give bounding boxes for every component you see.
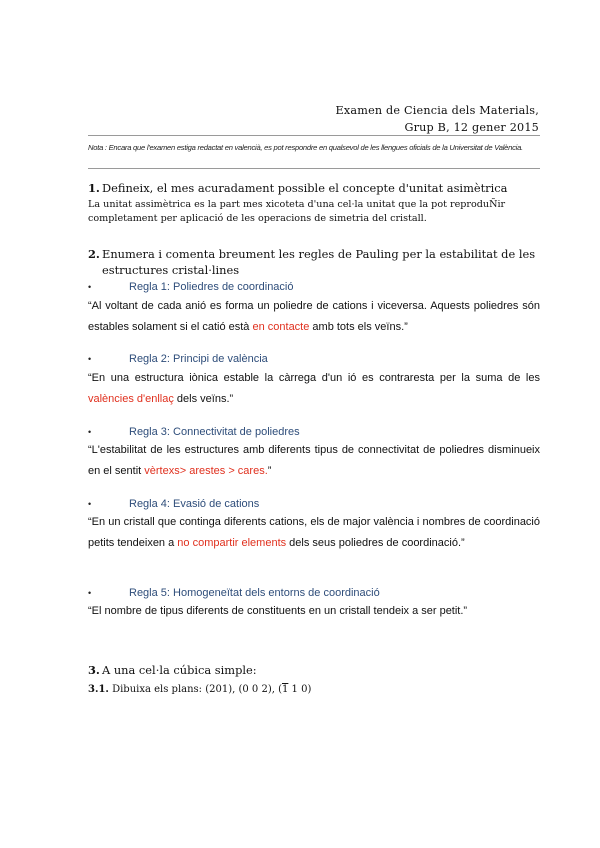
rule-1-title: Regla 1: Poliedres de coordinació bbox=[129, 281, 294, 293]
rule-3-quote-b: ” bbox=[267, 464, 272, 477]
rule-5-quote: “El nombre de tipus diferents de constituents en un cristall tendeix a ser petit.” bbox=[88, 605, 468, 617]
rule-3-heading bbox=[88, 425, 300, 439]
rule-4-quote-b: dels seus poliedres de coordinació.” bbox=[286, 536, 465, 549]
rule-2-heading bbox=[88, 352, 268, 366]
rule-3-title: Regla 3: Connectivitat de poliedres bbox=[129, 426, 300, 438]
question-1 bbox=[88, 180, 507, 196]
rule-4-quote-a: “En un cristall que continga diferents cations, els de major valència i nombres de coordinació petits tendeixen a bbox=[88, 516, 540, 549]
question-2-text-line1: Enumera i comenta breument les regles de Pauling per la estabilitat de les bbox=[102, 247, 536, 261]
exam-header bbox=[336, 102, 539, 136]
divider-bottom bbox=[88, 168, 540, 169]
rule-1-quote-a: “Al voltant de cada anió es forma un poliedre de cations i viceversa. Aquests poliedres són estables solament si el catió està bbox=[88, 300, 540, 333]
rule-4-title: Regla 4: Evasió de cations bbox=[129, 498, 260, 510]
rule-2-text bbox=[88, 368, 540, 409]
question-3-text: A una cel·la cúbica simple: bbox=[102, 663, 257, 677]
subquestion-3-1-number: 3.1. bbox=[88, 684, 109, 695]
question-3-number: 3. bbox=[88, 663, 100, 677]
rule-2-highlight: valències d'enllaç bbox=[88, 392, 174, 405]
rule-2-quote-b: dels veïns.” bbox=[173, 392, 234, 405]
rule-2-quote-a: “En una estructura iònica estable la càrrega d'un ió es contraresta per la suma de les bbox=[88, 372, 540, 384]
exam-group-date: Grup B, 12 gener 2015 bbox=[404, 121, 539, 134]
question-1-text: Defineix, el mes acuradament possible el concepte d'unitat asimètrica bbox=[102, 181, 508, 195]
question-3 bbox=[88, 662, 257, 678]
bullet: • bbox=[88, 282, 92, 292]
rule-3-highlight: vèrtexs> arestes > cares. bbox=[144, 464, 268, 477]
subquestion-3-1 bbox=[88, 683, 311, 697]
rule-1-text bbox=[88, 296, 540, 337]
rule-2-title: Regla 2: Principi de valència bbox=[129, 353, 268, 365]
bullet: • bbox=[88, 499, 92, 509]
exam-title: Examen de Ciencia dels Materials, bbox=[335, 104, 539, 117]
bullet: • bbox=[88, 427, 92, 437]
question-2 bbox=[88, 246, 535, 278]
question-1-number: 1. bbox=[88, 181, 100, 195]
answer-1-line1: La unitat assimètrica es la part mes xicoteta d'una cel·la unitat que la pot reproduÑir bbox=[88, 199, 506, 210]
miller-index-bar: 1 bbox=[281, 684, 289, 695]
rule-1-highlight: en contacte bbox=[252, 320, 310, 333]
rule-4-text bbox=[88, 512, 540, 553]
bullet: • bbox=[88, 588, 92, 598]
subquestion-3-1-text: Dibuixa els plans: (201), (0 0 2), ( bbox=[112, 684, 282, 695]
rule-5-text bbox=[88, 601, 540, 622]
subquestion-3-1-end: 1 0) bbox=[288, 684, 312, 695]
bullet: • bbox=[88, 354, 92, 364]
rule-4-heading bbox=[88, 497, 259, 511]
answer-1 bbox=[88, 198, 546, 226]
rule-1-heading bbox=[88, 280, 294, 294]
rule-5-heading bbox=[88, 586, 380, 600]
rule-4-highlight: no compartir elements bbox=[177, 536, 287, 549]
rule-1-quote-b: amb tots els veïns.” bbox=[309, 320, 408, 333]
question-2-number: 2. bbox=[88, 247, 100, 261]
language-note: Nota : Encara que l'examen estiga redactat en valencià, es pot respondre en qualsevol de les llengues oficials de la Universitat de València. bbox=[88, 143, 523, 152]
answer-1-line2: completament per aplicació de les operacions de simetria del cristall. bbox=[88, 213, 427, 224]
divider-top bbox=[88, 135, 540, 136]
rule-3-quote-a: “L'estabilitat de les estructures amb diferents tipus de connectivitat de poliedres disminueix en el sentit bbox=[88, 444, 540, 477]
rule-5-title: Regla 5: Homogeneïtat dels entorns de coordinació bbox=[129, 587, 380, 599]
question-2-text-line2: estructures cristal·lines bbox=[102, 263, 240, 277]
rule-3-text bbox=[88, 440, 540, 481]
